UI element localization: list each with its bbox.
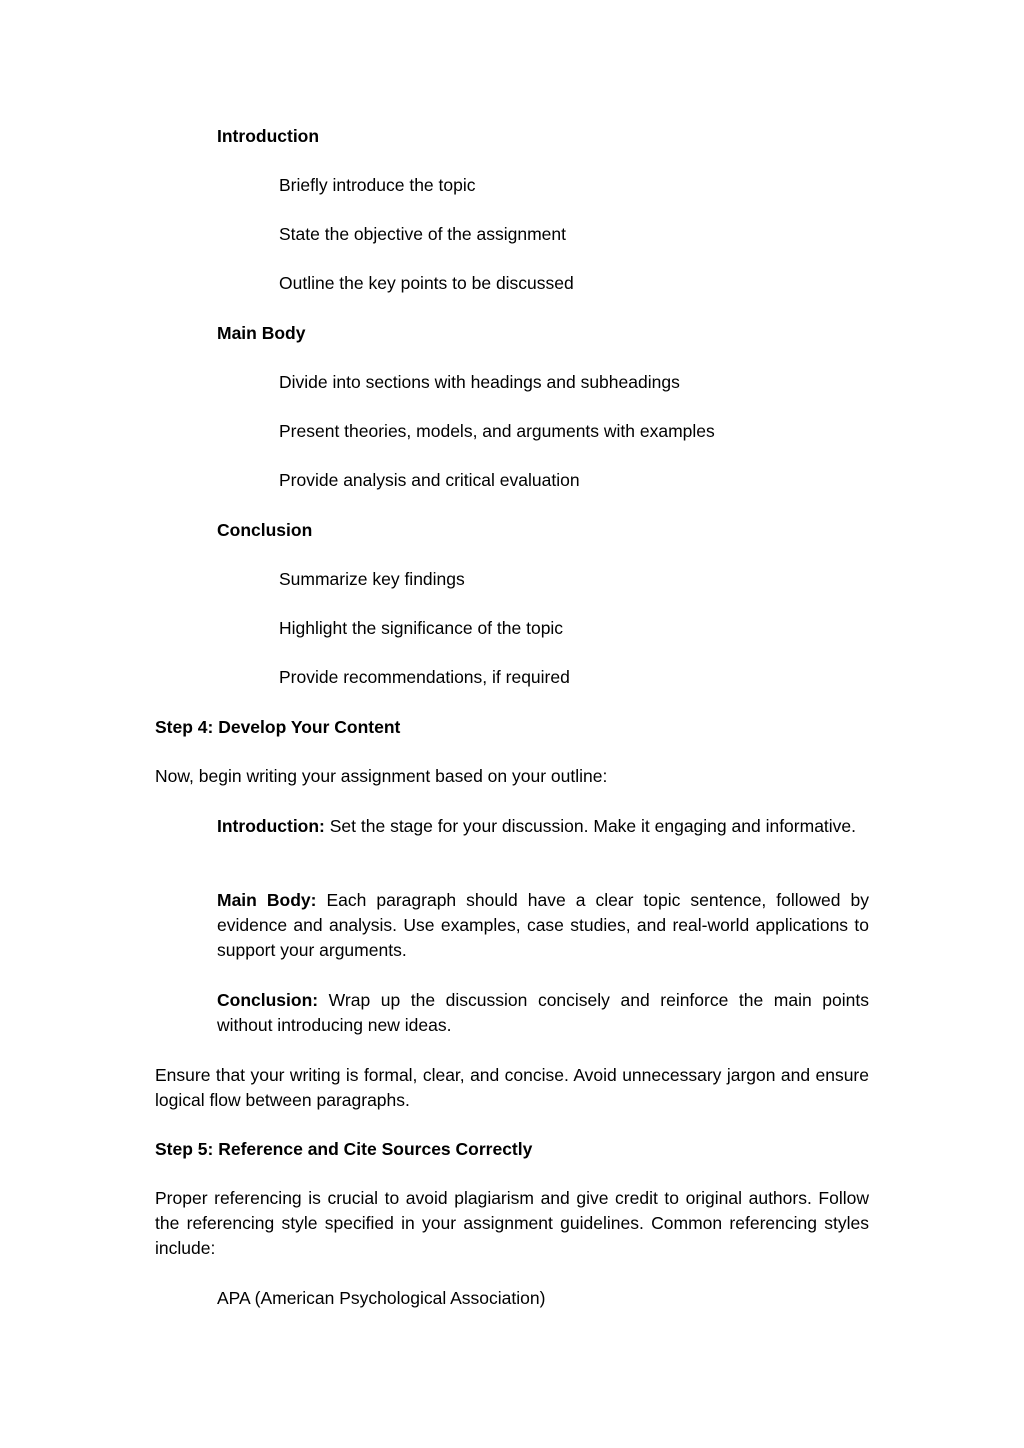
point-text: Each paragraph should have a clear topic sentence, followed by evidence and analysis. Use examples, case studies, and real-world applications to support your arguments.: [217, 890, 870, 960]
step4-point-main-body: [217, 888, 869, 963]
point-text: Wrap up the discussion concisely and reinforce the main points without introducing new ideas.: [217, 990, 869, 1035]
outline-heading-main-body: Main Body: [217, 323, 306, 343]
outline-item: State the objective of the assignment: [279, 224, 566, 244]
outline-item: Briefly introduce the topic: [279, 175, 476, 195]
outline-item: Provide recommendations, if required: [279, 667, 570, 687]
step4-closing: Ensure that your writing is formal, clear, and concise. Avoid unnecessary jargon and ensure logical flow between paragraphs.: [155, 1065, 869, 1110]
point-text: Set the stage for your discussion. Make it engaging and informative.: [324, 816, 857, 836]
step5-intro: Proper referencing is crucial to avoid plagiarism and give credit to original authors. Follow the referencing style specified in your assignment guidelines. Common referencing styles include:: [155, 1188, 869, 1258]
point-label: Introduction:: [217, 816, 325, 836]
step4-point-introduction: [217, 814, 869, 839]
outline-item: Present theories, models, and arguments with examples: [279, 421, 715, 441]
outline-heading-conclusion: Conclusion: [217, 520, 313, 540]
referencing-style-item: APA (American Psychological Association): [217, 1288, 546, 1308]
step4-point-conclusion: [217, 988, 869, 1038]
point-label: Main Body:: [217, 890, 317, 910]
outline-heading-introduction: Introduction: [217, 126, 320, 146]
step4-intro: Now, begin writing your assignment based on your outline:: [155, 766, 608, 786]
outline-item: Highlight the significance of the topic: [279, 618, 564, 638]
step4-heading: Step 4: Develop Your Content: [155, 717, 401, 737]
outline-item: Summarize key findings: [279, 569, 465, 589]
step5-heading: Step 5: Reference and Cite Sources Correctly: [155, 1139, 533, 1159]
outline-item: Outline the key points to be discussed: [279, 273, 574, 293]
point-label: Conclusion:: [217, 990, 319, 1010]
outline-item: Divide into sections with headings and subheadings: [279, 372, 680, 392]
outline-item: Provide analysis and critical evaluation: [279, 470, 580, 490]
